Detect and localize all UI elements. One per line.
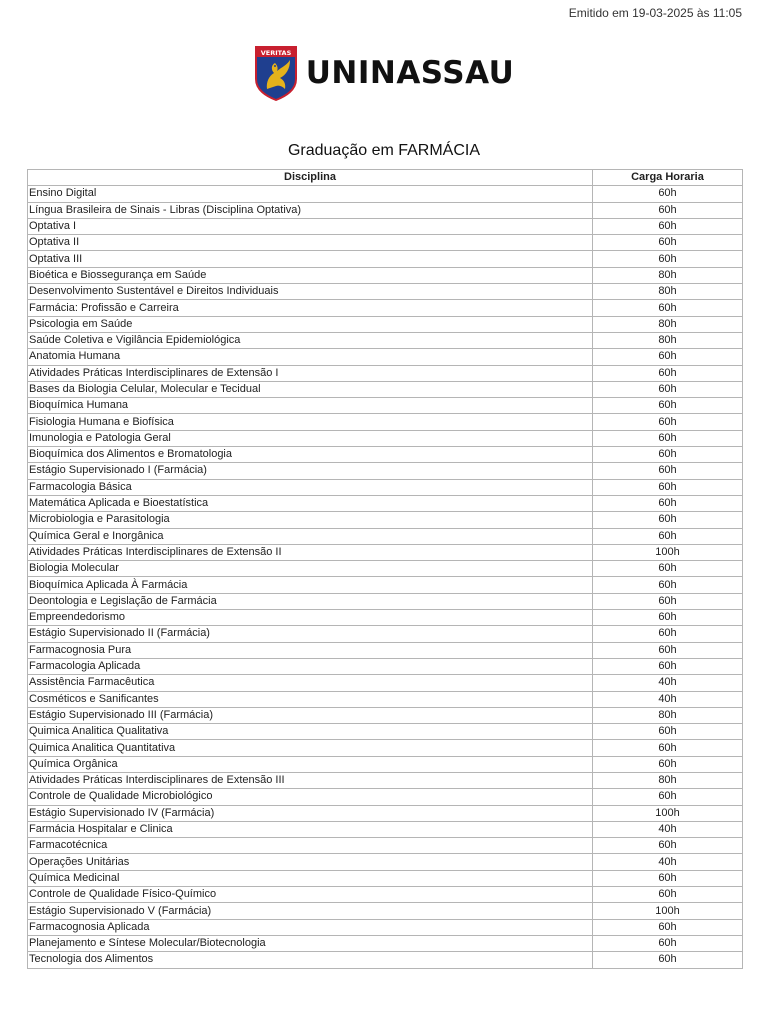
discipline-cell: Bioética e Biossegurança em Saúde: [28, 267, 593, 283]
discipline-cell: Optativa III: [28, 251, 593, 267]
hours-cell: 60h: [593, 414, 743, 430]
table-row: [28, 430, 743, 446]
table-row: [28, 805, 743, 821]
discipline-cell: Bioquímica Humana: [28, 398, 593, 414]
discipline-cell: Imunologia e Patologia Geral: [28, 430, 593, 446]
discipline-cell: Quimica Analitica Qualitativa: [28, 724, 593, 740]
table-row: [28, 756, 743, 772]
discipline-cell: Estágio Supervisionado I (Farmácia): [28, 463, 593, 479]
table-row: [28, 952, 743, 968]
hours-cell: 60h: [593, 626, 743, 642]
table-row: [28, 577, 743, 593]
table-header-row: [28, 170, 743, 186]
discipline-cell: Optativa II: [28, 235, 593, 251]
discipline-cell: Farmácia Hospitalar e Clinica: [28, 821, 593, 837]
table-row: [28, 593, 743, 609]
discipline-cell: Saúde Coletiva e Vigilância Epidemiológica: [28, 332, 593, 348]
hours-cell: 60h: [593, 495, 743, 511]
table-row: [28, 512, 743, 528]
svg-text:VERITAS: VERITAS: [260, 49, 291, 57]
hours-cell: 60h: [593, 610, 743, 626]
hours-cell: 80h: [593, 284, 743, 300]
table-row: [28, 903, 743, 919]
hours-cell: 100h: [593, 544, 743, 560]
university-crest-icon: [254, 45, 298, 101]
discipline-cell: Farmacognosia Pura: [28, 642, 593, 658]
table-row: [28, 398, 743, 414]
discipline-cell: Optativa I: [28, 218, 593, 234]
hours-cell: 40h: [593, 691, 743, 707]
discipline-cell: Farmacotécnica: [28, 838, 593, 854]
table-row: [28, 186, 743, 202]
hours-cell: 60h: [593, 561, 743, 577]
hours-cell: 40h: [593, 675, 743, 691]
table-row: [28, 870, 743, 886]
hours-cell: 60h: [593, 935, 743, 951]
page-title: Graduação em FARMÁCIA: [287, 142, 481, 159]
hours-cell: 60h: [593, 235, 743, 251]
discipline-cell: Biologia Molecular: [28, 561, 593, 577]
table-row: [28, 789, 743, 805]
curriculum-table: [27, 169, 743, 969]
discipline-cell: Estágio Supervisionado II (Farmácia): [28, 626, 593, 642]
table-row: [28, 919, 743, 935]
hours-cell: 60h: [593, 952, 743, 968]
table-row: [28, 772, 743, 788]
hours-cell: 80h: [593, 332, 743, 348]
hours-cell: 80h: [593, 316, 743, 332]
table-row: [28, 463, 743, 479]
hours-cell: 60h: [593, 251, 743, 267]
table-row: [28, 267, 743, 283]
hours-cell: 100h: [593, 903, 743, 919]
table-row: [28, 284, 743, 300]
hours-cell: 60h: [593, 381, 743, 397]
hours-cell: 60h: [593, 300, 743, 316]
hours-cell: 60h: [593, 838, 743, 854]
discipline-cell: Atividades Práticas Interdisciplinares de Extensão II: [28, 544, 593, 560]
hours-cell: 60h: [593, 512, 743, 528]
discipline-cell: Controle de Qualidade Microbiológico: [28, 789, 593, 805]
discipline-cell: Deontologia e Legislação de Farmácia: [28, 593, 593, 609]
discipline-cell: Atividades Práticas Interdisciplinares de Extensão I: [28, 365, 593, 381]
table-row: [28, 447, 743, 463]
table-row: [28, 414, 743, 430]
hours-cell: 60h: [593, 724, 743, 740]
discipline-cell: Atividades Práticas Interdisciplinares de Extensão III: [28, 772, 593, 788]
column-header-hours: Carga Horaria: [593, 170, 743, 186]
discipline-cell: Quimica Analitica Quantitativa: [28, 740, 593, 756]
table-row: [28, 349, 743, 365]
table-row: [28, 724, 743, 740]
discipline-cell: Farmacognosia Aplicada: [28, 919, 593, 935]
table-row: [28, 821, 743, 837]
discipline-cell: Estágio Supervisionado V (Farmácia): [28, 903, 593, 919]
hours-cell: 40h: [593, 821, 743, 837]
table-row: [28, 332, 743, 348]
discipline-cell: Química Orgânica: [28, 756, 593, 772]
discipline-cell: Desenvolvimento Sustentável e Direitos Individuais: [28, 284, 593, 300]
hours-cell: 60h: [593, 218, 743, 234]
brand-logo: [0, 45, 768, 101]
discipline-cell: Assistência Farmacêutica: [28, 675, 593, 691]
hours-cell: 60h: [593, 642, 743, 658]
discipline-cell: Estágio Supervisionado IV (Farmácia): [28, 805, 593, 821]
discipline-cell: Matemática Aplicada e Bioestatística: [28, 495, 593, 511]
hours-cell: 80h: [593, 707, 743, 723]
table-row: [28, 740, 743, 756]
discipline-cell: Fisiologia Humana e Biofísica: [28, 414, 593, 430]
column-header-discipline: Disciplina: [28, 170, 593, 186]
discipline-cell: Planejamento e Síntese Molecular/Biotecnologia: [28, 935, 593, 951]
hours-cell: 60h: [593, 365, 743, 381]
hours-cell: 60h: [593, 756, 743, 772]
table-row: [28, 381, 743, 397]
hours-cell: 60h: [593, 740, 743, 756]
discipline-cell: Química Medicinal: [28, 870, 593, 886]
hours-cell: 60h: [593, 870, 743, 886]
table-row: [28, 887, 743, 903]
hours-cell: 40h: [593, 854, 743, 870]
discipline-cell: Farmacologia Aplicada: [28, 658, 593, 674]
hours-cell: 60h: [593, 398, 743, 414]
hours-cell: 60h: [593, 887, 743, 903]
discipline-cell: Química Geral e Inorgânica: [28, 528, 593, 544]
discipline-cell: Bioquímica dos Alimentos e Bromatologia: [28, 447, 593, 463]
table-row: [28, 479, 743, 495]
brand-name: UNINASSAU: [305, 55, 515, 91]
table-row: [28, 316, 743, 332]
table-row: [28, 626, 743, 642]
discipline-cell: Bases da Biologia Celular, Molecular e Tecidual: [28, 381, 593, 397]
hours-cell: 60h: [593, 528, 743, 544]
discipline-cell: Farmácia: Profissão e Carreira: [28, 300, 593, 316]
discipline-cell: Anatomia Humana: [28, 349, 593, 365]
table-row: [28, 544, 743, 560]
hours-cell: 60h: [593, 463, 743, 479]
hours-cell: 60h: [593, 919, 743, 935]
discipline-cell: Estágio Supervisionado III (Farmácia): [28, 707, 593, 723]
hours-cell: 60h: [593, 479, 743, 495]
table-row: [28, 235, 743, 251]
discipline-cell: Empreendedorismo: [28, 610, 593, 626]
table-row: [28, 854, 743, 870]
hours-cell: 60h: [593, 789, 743, 805]
table-row: [28, 642, 743, 658]
table-row: [28, 528, 743, 544]
discipline-cell: Controle de Qualidade Físico-Químico: [28, 887, 593, 903]
discipline-cell: Psicologia em Saúde: [28, 316, 593, 332]
discipline-cell: Operações Unitárias: [28, 854, 593, 870]
hours-cell: 80h: [593, 267, 743, 283]
discipline-cell: Microbiologia e Parasitologia: [28, 512, 593, 528]
hours-cell: 100h: [593, 805, 743, 821]
emission-timestamp: Emitido em 19-03-2025 às 11:05: [568, 6, 742, 20]
table-row: [28, 365, 743, 381]
table-row: [28, 300, 743, 316]
hours-cell: 80h: [593, 772, 743, 788]
hours-cell: 60h: [593, 186, 743, 202]
discipline-cell: Bioquímica Aplicada À Farmácia: [28, 577, 593, 593]
hours-cell: 60h: [593, 593, 743, 609]
hours-cell: 60h: [593, 430, 743, 446]
discipline-cell: Cosméticos e Sanificantes: [28, 691, 593, 707]
table-row: [28, 675, 743, 691]
table-row: [28, 495, 743, 511]
discipline-cell: Ensino Digital: [28, 186, 593, 202]
discipline-cell: Farmacologia Básica: [28, 479, 593, 495]
table-row: [28, 707, 743, 723]
table-row: [28, 561, 743, 577]
hours-cell: 60h: [593, 658, 743, 674]
hours-cell: 60h: [593, 577, 743, 593]
table-row: [28, 935, 743, 951]
hours-cell: 60h: [593, 349, 743, 365]
table-row: [28, 202, 743, 218]
hours-cell: 60h: [593, 202, 743, 218]
table-row: [28, 610, 743, 626]
table-row: [28, 838, 743, 854]
table-row: [28, 218, 743, 234]
discipline-cell: Tecnologia dos Alimentos: [28, 952, 593, 968]
table-row: [28, 691, 743, 707]
table-row: [28, 251, 743, 267]
hours-cell: 60h: [593, 447, 743, 463]
discipline-cell: Língua Brasileira de Sinais - Libras (Disciplina Optativa): [28, 202, 593, 218]
table-row: [28, 658, 743, 674]
